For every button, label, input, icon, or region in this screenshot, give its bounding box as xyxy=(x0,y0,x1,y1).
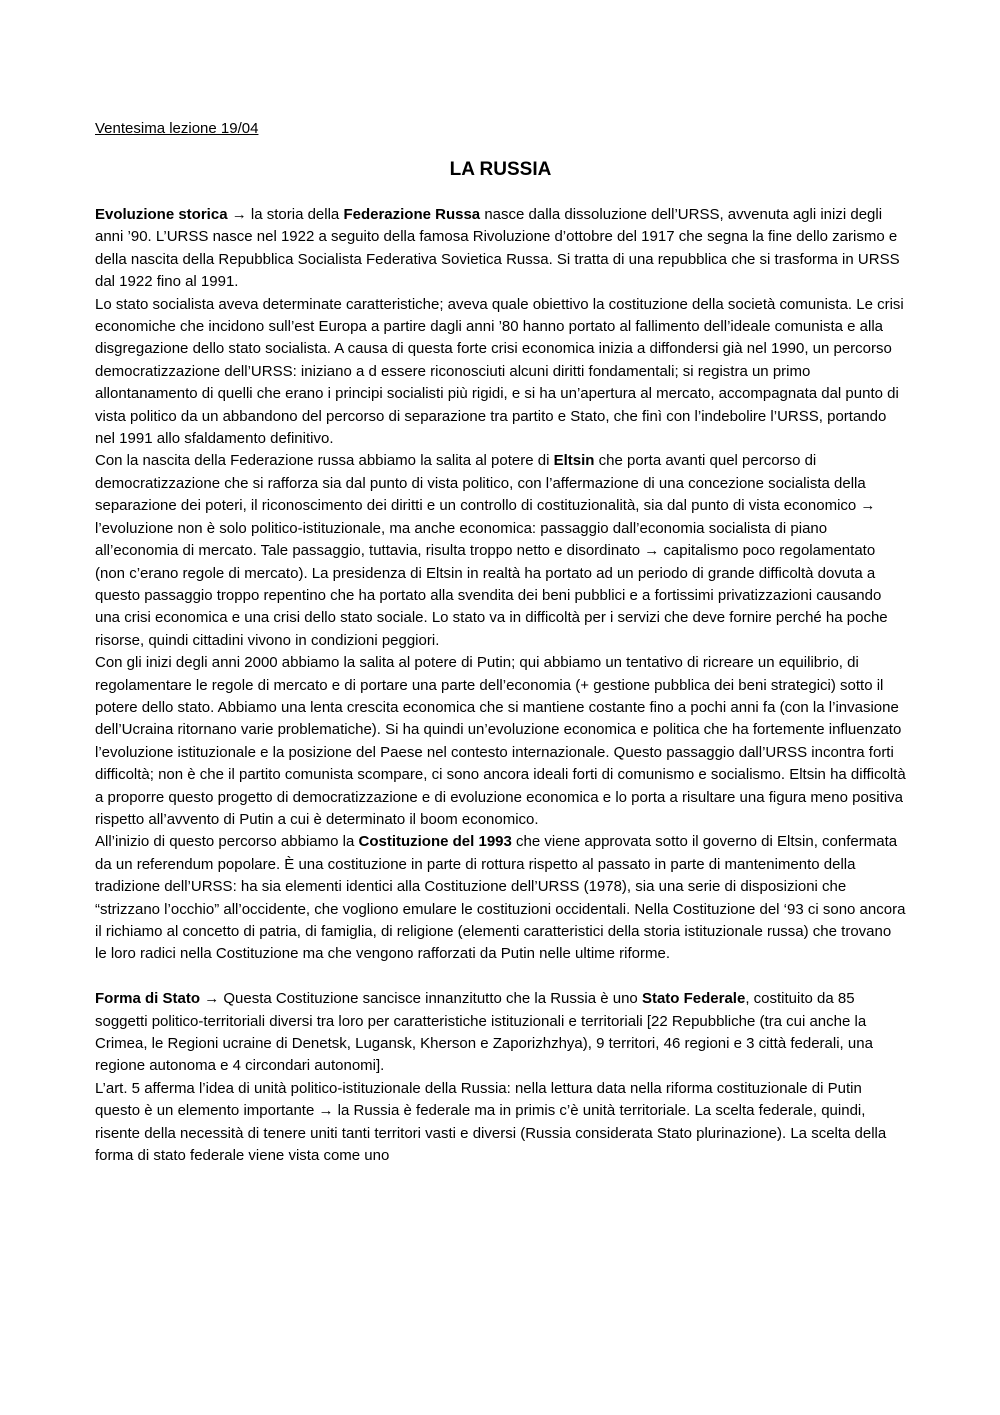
arrow-icon: → xyxy=(231,206,247,223)
paragraph-putin: Con gli inizi degli anni 2000 abbiamo la salita al potere di Putin; qui abbiamo un tentativo di ricreare un equilibrio, di regolamentare le regole di mercato e di portare una parte dell’economia (+ gestione pubblica dei beni strategici) sotto il potere dello stato. Abbiamo una lenta crescita economica che si mantiene costante fino a pochi anni fa (con la l’invasione dell’Ucraina ritornano varie problematiche). Si ha quindi un’evoluzione economica e politica che ha fortemente influenzato l’evoluzione istituzionale e la posizione del Paese nel contesto internazionale. Questo passaggio dall’URSS incontra forti difficoltà; non è che il partito comunista scompare, ci sono ancora ideali forti di comunismo e socialismo. Eltsin ha difficoltà a proporre questo progetto di democratizzazione e di evoluzione economica e lo porta a risultare una figura meno positiva rispetto all’avvento di Putin a cui è determinato il boom economico. xyxy=(95,654,906,828)
paragraph-socialist-state: Lo stato socialista aveva determinate caratteristiche; aveva quale obiettivo la costituzione della società comunista. Le crisi economiche che incidono sull’est Europa a partire dagli anni ’80 hanno portato al fallimento dell’ideale comunista e alla disgregazione dello stato socialista. A causa di questa forte crisi economica inizia a diffondersi già nel 1990, un percorso democratizzazione dell’URSS: iniziano a d essere riconosciuti alcuni diritti fondamentali; si registra un primo allontanamento di quelli che erano i principi socialisti più rigidi, e si ha un’apertura al mercato, accompagnata dal punto di vista politico da un abbandono del percorso di separazione tra partito e Stato, che finì con l’indebolire l’URSS, portando nel 1991 allo sfaldamento definitivo. xyxy=(95,295,904,448)
bold-term: Eltsin xyxy=(553,452,595,470)
page-title: LA RUSSIA xyxy=(449,159,552,180)
paragraph-eltsin: Con la nascita della Federazione russa abbiamo la salita al potere di Eltsin che porta avanti quel percorso di democratizzazione che si rafforza sia dal punto di vista politico, con l’affermazione di una concezione socialista della separazione dei poteri, il riconoscimento dei diritti e un controllo di costituzionalità, sia dal punto di vista economico → l’evoluzione non è solo politico-istituzionale, ma anche economica: passaggio dall’economia socialista di piano all’economia di mercato. Tale passaggio, tuttavia, risulta troppo netto e disordinato → capitalismo poco regolamentato (non c’erano regole di mercato). La presidenza di Eltsin in realtà ha portato ad un periodo di grande difficoltà dovuta a questo passaggio troppo repentino che ha portato alla svendita dei beni pubblici e a fortissimi privatizzazioni causando una crisi economica e una crisi dello stato sociale. Lo stato va in difficoltà per i servizi che deve fornire perché ha poche risorse, quindi cittadini vivono in condizioni peggiori. xyxy=(95,452,888,649)
bold-term: Stato Federale xyxy=(641,990,746,1008)
paragraph-historical-evolution: Evoluzione storica → la storia della Federazione Russa nasce dalla dissoluzione dell’URSS, avvenuta agli inizi degli anni ’90. L’URSS nasce nel 1922 a seguito della famosa Rivoluzione d’ottobre del 1917 che segna la fine dello zarismo e della nascita della Repubblica Socialista Federativa Sovietica Russa. Si tratta di una repubblica che si trasforma in URSS dal 1922 fino al 1991. xyxy=(95,206,900,291)
bold-term: Federazione Russa xyxy=(343,206,481,223)
paragraph-article-5: L’art. 5 afferma l’idea di unità politico-istituzionale della Russia: nella lettura data nella riforma costituzionale di Putin questo è un elemento importante → la Russia è federale ma in primis c’è unità territoriale. La scelta federale, quindi, risente della necessità di tenere uniti tanti territori vasti e diversi (Russia considerata Stato plurinazione). La scelta della forma di stato federale viene vista come uno xyxy=(95,1079,887,1165)
arrow-icon: → xyxy=(204,990,220,1008)
paragraph-constitution-1993: All’inizio di questo percorso abbiamo la Costituzione del 1993 che viene approvata sotto il governo di Eltsin, confermata da un referendum popolare. È una costituzione in parte di rottura rispetto al passato in parte di mantenimento della tradizione dell’URSS: ha sia elementi identici alla Costituzione dell’URSS (1978), sia una serie di disposizioni che “strizzano l’occhio” all’occidente, che vogliono emulare le costituzioni occidentali. Nella Costituzione del ‘93 ci sono ancora il richiamo al concetto di patria, di famiglia, di religione (elementi caratteristici della storia istituzionale russa) che trovano le loro radici nella Costituzione ma che vengono rafforzati da Putin nelle ultime riforme. xyxy=(95,833,906,963)
section-lead: Forma di Stato xyxy=(95,990,201,1008)
bold-term: Costituzione del 1993 xyxy=(358,833,512,851)
paragraph-spacer xyxy=(95,966,906,988)
arrow-icon: → xyxy=(318,1102,334,1120)
lesson-header: Ventesima lezione 19/04 xyxy=(95,120,259,137)
arrow-icon: → xyxy=(860,497,876,515)
arrow-icon: → xyxy=(644,542,660,560)
paragraph-form-of-state: Forma di Stato → Questa Costituzione sancisce innanzitutto che la Russia è uno Stato Federale, costituito da 85 soggetti politico-territoriali diversi tra loro per caratteristiche istituzionali e territoriali [22 Repubbliche (tra cui anche la Crimea, le Regioni ucraine di Denetsk, Lugansk, Kherson e Zaporizhzhya), 9 territori, 46 regioni e 3 città federali, una regione autonoma e 4 circondari autonomi]. xyxy=(95,990,873,1075)
section-lead: Evoluzione storica xyxy=(95,206,228,223)
